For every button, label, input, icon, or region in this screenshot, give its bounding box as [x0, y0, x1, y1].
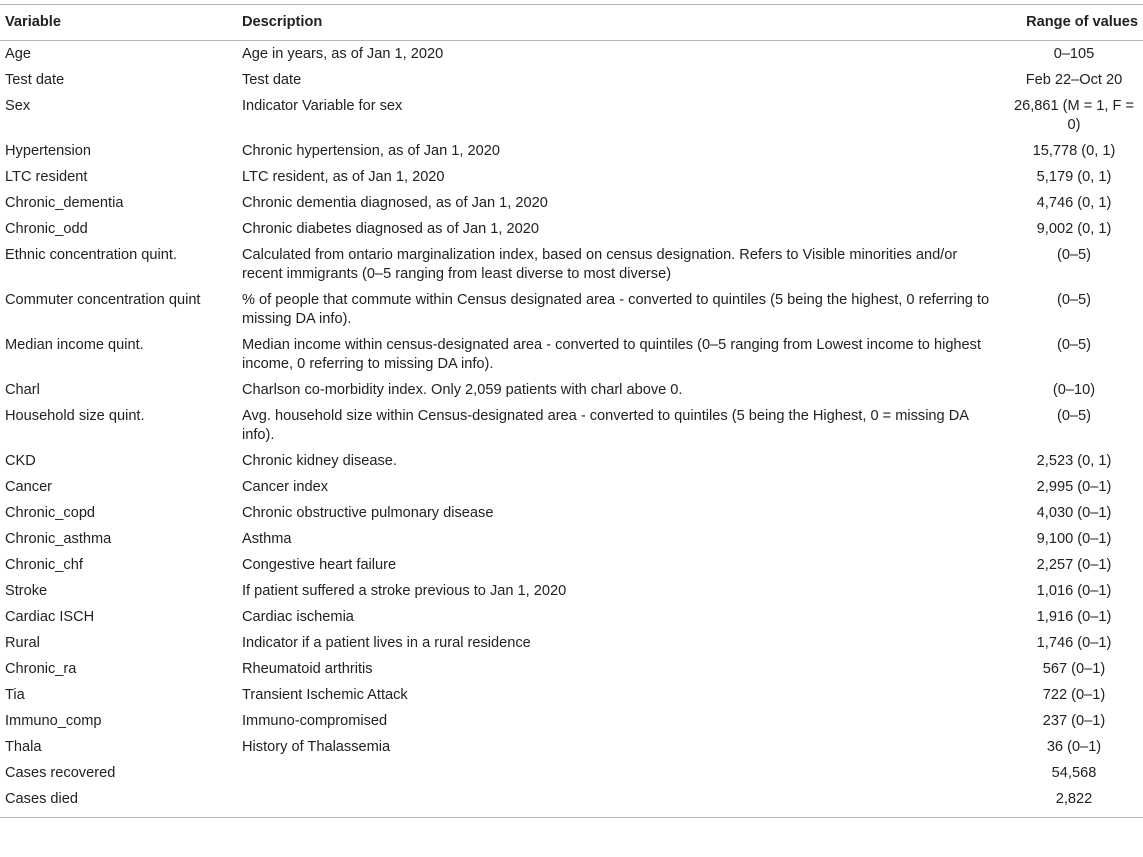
cell-variable: Sex [5, 98, 31, 114]
cell-variable: Age [5, 46, 31, 62]
cell-variable: Cases died [0, 786, 237, 818]
column-header-description: Description [237, 5, 997, 41]
cell-description: Congestive heart failure [242, 557, 397, 573]
table-row [0, 630, 1143, 656]
cell-variable: Tia [5, 687, 25, 703]
table-row [0, 41, 1143, 68]
cell-description: Chronic obstructive pulmonary disease [242, 505, 494, 521]
column-header-range: Range of values [997, 5, 1143, 41]
table-row [0, 377, 1143, 403]
cell-variable: Thala [5, 739, 42, 755]
cell-variable: Cardiac ISCH [5, 609, 95, 625]
cell-range: (0–5) [1056, 292, 1092, 308]
cell-range: 5,179 (0, 1) [1036, 169, 1112, 185]
cell-variable: Rural [5, 635, 40, 651]
cell-variable: Chronic_asthma [5, 531, 112, 547]
cell-description [237, 760, 997, 786]
cell-range: 54,568 [1051, 765, 1097, 781]
table-row [0, 448, 1143, 474]
cell-range: 1,916 (0–1) [1036, 609, 1112, 625]
table-row [0, 734, 1143, 760]
cell-variable: Cases recovered [5, 765, 116, 781]
cell-range: (0–10) [1052, 382, 1096, 398]
table-row [0, 526, 1143, 552]
cell-range: 0–105 [1053, 46, 1095, 62]
cell-variable: Chronic_copd [5, 505, 96, 521]
cell-description [237, 786, 997, 818]
cell-variable: Household size quint. [5, 408, 145, 424]
cell-description: Chronic diabetes diagnosed as of Jan 1, 2020 [242, 221, 539, 237]
cell-description: Transient Ischemic Attack [242, 687, 408, 703]
cell-description: If patient suffered a stroke previous to Jan 1, 2020 [242, 583, 567, 599]
cell-range: 4,030 (0–1) [1036, 505, 1112, 521]
cell-description: Median income within census-designated area - converted to quintiles (0–5 ranging from Lowest income to highest income, 0 referring to missing DA info). [242, 337, 982, 372]
cell-range: 9,002 (0, 1) [1036, 221, 1112, 237]
cell-range: 1,016 (0–1) [1036, 583, 1112, 599]
cell-description: Cancer index [242, 479, 328, 495]
cell-range: (0–5) [1056, 408, 1092, 424]
cell-description: % of people that commute within Census designated area - converted to quintiles (5 being the highest, 0 referring to missing DA info). [242, 292, 990, 327]
cell-range: 722 (0–1) [1042, 687, 1106, 703]
cell-description: Indicator Variable for sex [242, 98, 403, 114]
cell-variable: Chronic_chf [5, 557, 83, 573]
variables-table [0, 4, 1143, 818]
cell-range: (0–5) [1056, 247, 1092, 263]
column-header-variable: Variable [0, 5, 237, 41]
cell-range: Feb 22–Oct 20 [1025, 72, 1123, 88]
table-row [0, 656, 1143, 682]
cell-description: Asthma [242, 531, 292, 547]
cell-range: 4,746 (0, 1) [1036, 195, 1112, 211]
table-row [0, 500, 1143, 526]
table-row [0, 67, 1143, 93]
cell-variable: Commuter concentration quint [5, 292, 201, 308]
cell-description: Chronic hypertension, as of Jan 1, 2020 [242, 143, 500, 159]
cell-variable: CKD [5, 453, 36, 469]
cell-range: 2,822 [997, 786, 1143, 818]
table-row [0, 242, 1143, 287]
cell-range: (0–5) [1056, 337, 1092, 353]
cell-description: Charlson co-morbidity index. Only 2,059 patients with charl above 0. [242, 382, 683, 398]
cell-description: Immuno-compromised [242, 713, 388, 729]
table-header [0, 5, 1143, 41]
table-row [0, 552, 1143, 578]
table-row [0, 287, 1143, 332]
cell-range: 2,995 (0–1) [1036, 479, 1112, 495]
cell-variable: LTC resident [5, 169, 88, 185]
cell-range: 567 (0–1) [1042, 661, 1106, 677]
table-row [0, 708, 1143, 734]
cell-variable: Chronic_dementia [5, 195, 124, 211]
cell-range: 36 (0–1) [1046, 739, 1102, 755]
cell-variable: Immuno_comp [5, 713, 102, 729]
table-row [0, 164, 1143, 190]
cell-description: Age in years, as of Jan 1, 2020 [242, 46, 444, 62]
cell-range: 15,778 (0, 1) [1032, 143, 1116, 159]
cell-description: Test date [242, 72, 302, 88]
cell-variable: Charl [5, 382, 40, 398]
cell-variable: Stroke [5, 583, 48, 599]
cell-description: Chronic dementia diagnosed, as of Jan 1, 2020 [242, 195, 548, 211]
table-row [0, 216, 1143, 242]
cell-variable: Hypertension [5, 143, 91, 159]
cell-description: LTC resident, as of Jan 1, 2020 [242, 169, 445, 185]
cell-range: 1,746 (0–1) [1036, 635, 1112, 651]
cell-range: 2,257 (0–1) [1036, 557, 1112, 573]
table-row [0, 190, 1143, 216]
table-body [0, 41, 1143, 818]
cell-description: Indicator if a patient lives in a rural residence [242, 635, 531, 651]
cell-description: Cardiac ischemia [242, 609, 354, 625]
cell-description: Chronic kidney disease. [242, 453, 397, 469]
table-row [0, 138, 1143, 164]
cell-range: 9,100 (0–1) [1036, 531, 1112, 547]
header-row [0, 5, 1143, 41]
table-row [0, 332, 1143, 377]
cell-description: Rheumatoid arthritis [242, 661, 373, 677]
table-row [0, 786, 1143, 818]
cell-variable: Test date [5, 72, 65, 88]
cell-range: 237 (0–1) [1042, 713, 1106, 729]
cell-description: Calculated from ontario marginalization index, based on census designation. Refers to Visible minorities and/or recent immigrants (0–5 ranging from least diverse to most diverse) [242, 247, 958, 282]
table-row [0, 578, 1143, 604]
table-row [0, 93, 1143, 138]
cell-variable: Chronic_ra [5, 661, 77, 677]
cell-variable: Cancer [5, 479, 53, 495]
table-row [0, 403, 1143, 448]
table-row [0, 604, 1143, 630]
cell-range: 26,861 (M = 1, F = 0) [1013, 98, 1135, 133]
cell-description: History of Thalassemia [242, 739, 391, 755]
cell-variable: Ethnic concentration quint. [5, 247, 177, 263]
table-row [0, 682, 1143, 708]
cell-variable: Chronic_odd [5, 221, 88, 237]
table-row [0, 474, 1143, 500]
table-row [0, 760, 1143, 786]
cell-description: Avg. household size within Census-designated area - converted to quintiles (5 being the Highest, 0 = missing DA info). [242, 408, 969, 443]
cell-variable: Median income quint. [5, 337, 144, 353]
cell-range: 2,523 (0, 1) [1036, 453, 1112, 469]
